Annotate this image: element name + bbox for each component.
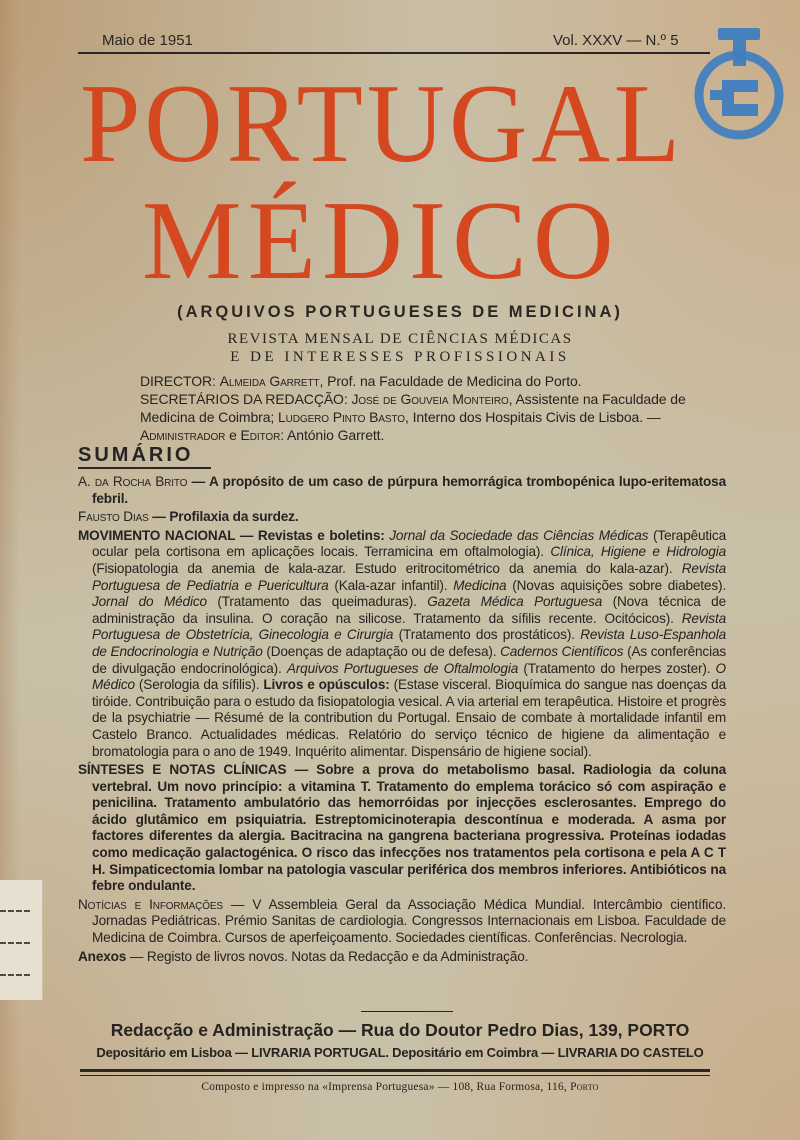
journal-name: Revista Luso-Espanhola de Endocrinologia e Nutrição [92,627,726,659]
section-heading: Notícias e Informações [78,896,223,912]
journal-item [92,594,417,609]
header-rule [78,52,710,54]
label-line [0,910,30,912]
library-label [0,880,43,1000]
journal-topics: (Serologia da sífilis). [138,677,260,693]
subsection-label: Revistas e boletins: [257,527,385,543]
journal-topics: (Terapêutica ocular pela cortisona em aplicações locais. Terramicina em oftalmologia). [92,527,726,560]
toc-author: A. da Rocha Brito [78,474,188,489]
footer-rule-thick [80,1069,710,1072]
summary-heading: SUMÁRIO [78,444,194,466]
masthead-title-line1: PORTUGAL [80,62,684,186]
subtitle-professional-interests: E DE INTERESSES PROFISSIONAIS [230,349,570,365]
journal-topics: (Kala-azar infantil). [334,577,448,593]
depositaries: Depositário em Lisboa — LIVRARIA PORTUGAL. Depositário em Coimbra — LIVRARIA DO CASTELO [96,1045,704,1060]
footer-short-rule [361,1011,453,1012]
secretary1-name: José de Gouveia Monteiro [351,391,509,407]
section-heading: MOVIMENTO NACIONAL [78,527,236,543]
journal-name: Clínica, Higiene e Hidrologia [550,544,726,560]
admin-and: e [229,427,237,443]
secretary2-role: , Interno dos Hospitais Civis de Lisboa. — [404,409,661,425]
admin-name: : António Garrett. [280,427,385,443]
secretary2-name: Ludgero Pinto Basto [277,409,405,425]
toc-entry [78,474,726,507]
journal-name: Gazeta Médica Portuguesa [427,594,603,610]
administrator-label: Administrador [140,427,226,443]
journal-topics: (Nova técnica de administração da insulina. O coração na silicose. Tratamento da sífilis recente. Ocitócicos). [92,594,727,626]
subtitle-archives: (ARQUIVOS PORTUGUESES DE MEDICINA) [177,303,623,321]
section-sep: — [126,948,147,964]
section-heading: Anexos [78,948,127,964]
subtitle-monthly-review: REVISTA MENSAL DE CIÊNCIAS MÉDICAS [227,331,573,347]
secretary1-role: , Assistente na Faculdade de Medicina de Coimbra; [140,391,686,425]
masthead-title-line2: MÉDICO [142,179,620,303]
journal-name: O Médico [92,660,726,693]
section-text: Sobre a prova do metabolismo basal. Radiologia da coluna vertebral. Um novo princípio: a vitamina T. Tratamento do emplema torácico só com aspiração e penicilina. Tratamento ambulatório das hemorróidas por injecções esclerosantes. Emprego do ácido glutâmico em psiquiatria. Estreptomicinoterapia descontínua e moderada. A asma por factores diferentes da alergia. Bacitracina na gangrena bacteriana progressiva. Proteínas iodadas como medicação galactogénica. O risco das infecções nos tratamentos pela cortisona e pela A C T H. Simpaticectomia lombar na patologia vascular periférica dos membros inferiores. Antibióticos na febre ondulante. [92,762,727,894]
subsection-label: Livros e opúsculos: [263,677,390,693]
editorial-address: Redacção e Administração — Rua do Doutor Pedro Dias, 139, PORTO [110,1020,690,1040]
toc-title: A propósito de um caso de púrpura hemorrágica trombopénica lupo-eritematosa febril. [92,474,727,506]
section-text: V Assembleia Geral da Associação Médica Mundial. Intercâmbio científico. Jornadas Pediátricas. Prémio Sanitas de cardiologia. Congressos Internacionais em Lisboa. Faculdade de Medicina de Coimbra. Cursos de aperfeiçoamento. Sociedades científicas. Conferências. Necrologia. [92,896,726,946]
journal-name: Jornal do Médico [92,594,207,610]
journal-topics: (Novas aquisições sobre diabetes). [512,577,726,593]
section-sep: — [235,527,258,543]
summary-heading-rule [78,467,211,469]
section-text: Registo de livros novos. Notas da Redacção e da Administração. [146,948,529,964]
footer-rule-thin [80,1075,710,1076]
toc-entry [78,509,726,526]
issue-date: Maio de 1951 [102,32,193,49]
director-role: , Prof. na Faculdade de Medicina do Porto. [319,373,582,389]
toc-section-anexos [78,949,726,966]
toc-section-noticias [78,897,726,947]
toc-author: Fausto Dias [78,509,149,525]
section-sep: — [286,762,317,778]
editorial-staff [140,372,740,444]
director-name: Almeida Garrett [219,373,320,389]
section-sep: — [222,896,253,912]
printer-imprint [0,1081,800,1093]
journal-item [447,578,726,593]
printer-city: Porto [570,1081,599,1093]
toc-title: Profilaxia da surdez. [169,509,299,525]
journal-name: Cadernos Científicos [500,643,624,659]
journal-topics: (Fisiopatologia da anemia de kala-azar. Estudo eritrocitométrico da anemia do kala-azar). [92,560,673,576]
journal-list [92,528,726,692]
journal-name: Revista Portuguesa de Obstetrícia, Ginecologia e Cirurgia [92,610,726,643]
journal-topics: (Doenças de adaptação ou de defesa). [266,643,497,659]
journal-topics: (Tratamento das queimaduras). [217,594,417,610]
journal-topics: (Tratamento do herpes zoster). [523,660,711,676]
editor-label: Editor [240,427,281,443]
journal-name: Revista Portuguesa de Pediatria e Puericultura [92,560,726,593]
books-list: (Estase visceral. Bioquímica do sangue nas doenças da tiróide. Contribuição para o estudo da fisiopatologia vesical. A via arterial em terapêutica. Histoire et progrès de la psychiatrie — Résumé de la contribution du Portugal. Ensaio de combate à mortalidade infantil em Castelo Branco. Actualidades médicas. Relatório do serviço técnico de higiene da alimentação e bromatologia para o ano de 1949. Inquérito alimentar. Dispensário de higiene social). [92,677,726,759]
journal-name: Medicina [453,577,507,593]
toc-sep: — [148,509,170,525]
toc-section-sinteses [78,762,726,895]
secretaries-label: SECRETÁRIOS DA REDACÇÃO: [140,391,348,407]
journal-item [282,661,711,676]
journal-name: Jornal da Sociedade das Ciências Médicas [389,527,649,543]
journal-topics: (As conferências de divulgação endocrinológica). [92,643,727,676]
label-line [0,942,30,944]
toc-sep: — [187,474,209,489]
journal-topics: (Tratamento dos prostáticos). [398,627,575,643]
director-label: DIRECTOR: [140,373,216,389]
library-stamp-icon [688,24,790,148]
label-line [0,974,30,976]
toc-section-movimento [78,528,726,760]
journal-name: Arquivos Portugueses de Oftalmologia [286,660,519,676]
printer-text: Composto e impresso na «Imprensa Portuguesa» — 108, Rua Formosa, 116, [201,1081,568,1093]
volume-number: Vol. XXXV — N.º 5 [553,32,679,49]
table-of-contents [78,474,726,967]
section-heading: SÍNTESES E NOTAS CLÍNICAS [78,762,287,778]
